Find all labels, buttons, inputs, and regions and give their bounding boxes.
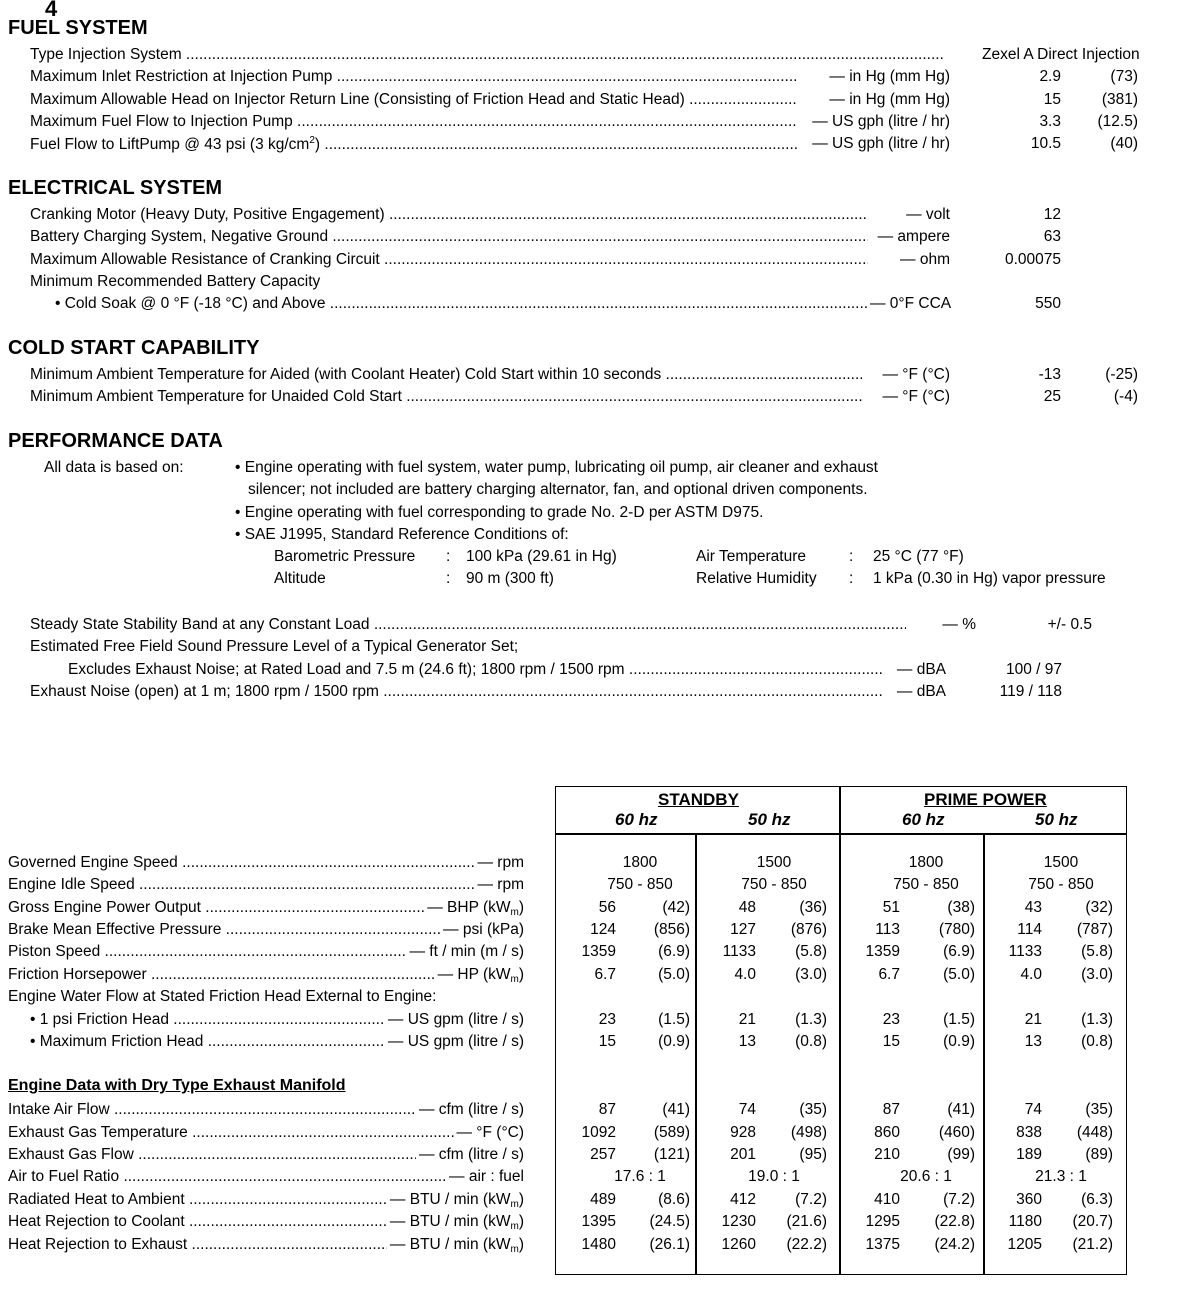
spec-unit: — in Hg (mm Hg)	[798, 68, 950, 86]
table-cell: 201	[730, 1146, 756, 1163]
table-cell-metric: (1.5)	[943, 1011, 975, 1028]
spec-value: 25	[1043, 388, 1061, 405]
stability-band-row: Steady State Stability Band at any Constant Load ..... — % +/- 0.5	[30, 616, 1070, 638]
table-cell: 56	[598, 899, 616, 916]
table-row-label: Heat Rejection to Exhaust — BTU / $\min (kW_m)$ .....	[8, 1236, 524, 1258]
table-cell: 257	[590, 1146, 616, 1163]
barometric-pressure-label: Barometric Pressure	[274, 548, 416, 565]
sound-pressure-label: Estimated Free Field Sound Pressure Level of a Typical Generator Set;	[30, 638, 519, 655]
table-cell: 124	[590, 921, 616, 938]
table-row-label: Heat Rejection to Coolant — BTU / $\min (kW_m)$ .....	[8, 1213, 524, 1235]
table-cell-metric: (7.2)	[795, 1191, 827, 1208]
spec-row	[55, 295, 1180, 317]
table-cell-metric: (1.3)	[1081, 1011, 1113, 1028]
colon: :	[849, 548, 854, 565]
table-row-unit: — ft / min (m / s)	[406, 943, 524, 961]
bullet-engine-operating: • Engine operating with fuel system, water pump, lubricating oil pump, air cleaner and exhaust	[235, 459, 878, 476]
spec-unit: — US gph (litre / hr)	[798, 135, 950, 153]
table-cell-metric: (42)	[662, 899, 690, 916]
table-row-unit: — BTU / $\min (kW_m)$	[387, 1191, 524, 1210]
table-cell-metric: (8.6)	[658, 1191, 690, 1208]
electrical-system-heading: ELECTRICAL SYSTEM	[8, 177, 223, 199]
spec-label: Minimum Ambient Temperature for Unaided Cold Start .....	[30, 388, 864, 406]
spec-value: 2.9	[1039, 68, 1061, 85]
standby-60hz-header: 60 hz	[615, 810, 658, 829]
table-cell: 750 - 850	[741, 876, 807, 893]
table-cell: 1359	[865, 943, 900, 960]
table-row-label: • 1 psi Friction Head — US gpm (litre / s) .....	[30, 1011, 524, 1033]
spec-unit: — in Hg (mm Hg)	[798, 91, 950, 109]
table-row-unit: — HP $(kW_m)$	[435, 966, 524, 985]
table-row-label: Brake Mean Effective Pressure — psi (kPa) .....	[8, 921, 524, 943]
table-row-unit: — °F (°C)	[454, 1124, 525, 1142]
spec-row	[30, 228, 1160, 250]
table-cell: 43	[1024, 899, 1042, 916]
table-cell-metric: (460)	[938, 1124, 975, 1141]
spec-value: -13	[1038, 366, 1061, 383]
table-cell-metric: (24.5)	[649, 1213, 690, 1230]
table-cell-metric: (21.6)	[786, 1213, 827, 1230]
spec-label: Maximum Allowable Head on Injector Return Line (Consisting of Friction Head and Static Head) .....	[30, 91, 800, 109]
altitude-value: 90 m (300 ft)	[466, 570, 554, 587]
spec-row	[30, 68, 1160, 90]
table-cell: 6.7	[594, 966, 616, 983]
table-cell-metric: (35)	[1085, 1101, 1113, 1118]
table-cell: 21	[738, 1011, 756, 1028]
spec-value: Zexel A Direct Injection	[982, 46, 1140, 63]
spec-value: 63	[1043, 228, 1061, 245]
table-cell-metric: (36)	[799, 899, 827, 916]
relative-humidity-value: 1 kPa (0.30 in Hg) vapor pressure	[873, 570, 1106, 587]
table-cell: 1500	[1043, 854, 1079, 871]
table-cell-metric: (99)	[947, 1146, 975, 1163]
table-row-unit: — BTU / $\min (kW_m)$	[387, 1236, 524, 1255]
table-cell: 360	[1016, 1191, 1042, 1208]
table-cell-metric: (3.0)	[1081, 966, 1113, 983]
table-cell: 1500	[756, 854, 792, 871]
table-cell-metric: (24.2)	[934, 1236, 975, 1253]
table-cell: 114	[1017, 921, 1042, 938]
table-row-label: Friction Horsepower — HP $(kW_m)$ .....	[8, 966, 524, 988]
table-cell: 87	[882, 1101, 900, 1118]
table-cell: 1395	[581, 1213, 616, 1230]
spec-label: Type Injection System .....	[30, 46, 945, 64]
table-cell-metric: (38)	[947, 899, 975, 916]
spec-unit: — volt	[868, 206, 950, 224]
standby-header: STANDBY	[658, 790, 739, 809]
table-row-unit: — BHP $(kW_m)$	[424, 899, 524, 918]
cold-start-heading: COLD START CAPABILITY	[8, 337, 260, 359]
table-cell-metric: (856)	[653, 921, 690, 938]
table-cell: 1295	[865, 1213, 900, 1230]
table-cell: 1205	[1007, 1236, 1042, 1253]
spec-value-metric: (381)	[1101, 91, 1138, 108]
spec-label: Fuel Flow to LiftPump @ 43 psi (3 $kg/cm^2$) .....	[30, 135, 800, 154]
table-cell: 13	[738, 1033, 756, 1050]
table-cell-metric: (95)	[799, 1146, 827, 1163]
table-cell-metric: (22.8)	[934, 1213, 975, 1230]
spec-value-metric: (40)	[1110, 135, 1138, 152]
table-cell-metric: (22.2)	[786, 1236, 827, 1253]
table-cell: 19.0 : 1	[748, 1168, 800, 1185]
table-cell-metric: (21.2)	[1072, 1236, 1113, 1253]
spec-unit: — °F (°C)	[862, 388, 950, 406]
table-cell: 410	[874, 1191, 900, 1208]
table-cell: 838	[1016, 1124, 1042, 1141]
table-cell-metric: (6.3)	[1081, 1191, 1113, 1208]
table-cell: 489	[590, 1191, 616, 1208]
table-row-label: Radiated Heat to Ambient — BTU / $\min (kW_m)$ .....	[8, 1191, 524, 1213]
spec-row	[30, 46, 1160, 68]
spec-label: Cranking Motor (Heavy Duty, Positive Engagement) .....	[30, 206, 870, 224]
spec-value: 12	[1043, 206, 1061, 223]
spec-unit: — ohm	[868, 251, 950, 269]
prime-50hz-header: 50 hz	[1035, 810, 1078, 829]
table-cell: 13	[1024, 1033, 1042, 1050]
spec-row	[30, 135, 1160, 157]
table-cell-metric: (0.8)	[795, 1033, 827, 1050]
table-cell: 750 - 850	[893, 876, 959, 893]
spec-label: Maximum Inlet Restriction at Injection Pump .....	[30, 68, 800, 86]
spec-unit: — ampere	[868, 228, 950, 246]
table-row-unit: — rpm	[475, 876, 525, 894]
spec-unit: — 0°F CCA	[870, 295, 952, 312]
table-cell-metric: (5.8)	[1081, 943, 1113, 960]
table-cell-metric: (780)	[938, 921, 975, 938]
spec-unit: — US gph (litre / hr)	[798, 113, 950, 131]
spec-value: 10.5	[1030, 135, 1061, 152]
table-cell: 1359	[581, 943, 616, 960]
table-cell: 74	[1024, 1101, 1042, 1118]
table-cell: 1800	[908, 854, 944, 871]
spec-value-metric: (12.5)	[1097, 113, 1138, 130]
standby-50hz-header: 50 hz	[748, 810, 791, 829]
excludes-exhaust-noise-row: Excludes Exhaust Noise; at Rated Load and 7.5 m (24.6 ft); 1800 rpm / 1500 rpm ..... — dBA 100 / 97	[68, 661, 1068, 683]
table-cell: 1133	[1008, 943, 1042, 960]
spec-value: 3.3	[1039, 113, 1061, 130]
water-flow-heading: Engine Water Flow at Stated Friction Head External to Engine:	[8, 988, 437, 1005]
table-cell-metric: (41)	[662, 1101, 690, 1118]
table-cell: 1260	[721, 1236, 756, 1253]
table-cell-metric: (1.5)	[658, 1011, 690, 1028]
table-cell: 1375	[865, 1236, 900, 1253]
table-cell-metric: (20.7)	[1072, 1213, 1113, 1230]
table-cell: 48	[738, 899, 756, 916]
table-cell-metric: (0.9)	[943, 1033, 975, 1050]
table-cell: 23	[598, 1011, 616, 1028]
table-row-label: Gross Engine Power Output — BHP $(kW_m)$ .....	[8, 899, 524, 921]
table-cell: 928	[730, 1124, 756, 1141]
table-cell: 4.0	[1020, 966, 1042, 983]
table-cell: 1180	[1008, 1213, 1042, 1230]
table-row-label: Intake Air Flow — cfm (litre / s) .....	[8, 1101, 524, 1123]
table-cell-metric: (876)	[790, 921, 827, 938]
table-cell: 1800	[622, 854, 658, 871]
bullet-fuel-grade: • Engine operating with fuel corresponding to grade No. 2-D per ASTM D975.	[235, 504, 764, 521]
table-cell: 23	[882, 1011, 900, 1028]
table-cell-metric: (41)	[947, 1101, 975, 1118]
table-cell: 750 - 850	[607, 876, 673, 893]
table-cell-metric: (3.0)	[795, 966, 827, 983]
spec-value: 15	[1043, 91, 1061, 108]
table-cell-metric: (26.1)	[649, 1236, 690, 1253]
table-row-unit: — air : fuel	[446, 1168, 524, 1186]
table-cell-metric: (89)	[1085, 1146, 1113, 1163]
spec-value-metric: (-25)	[1105, 366, 1138, 383]
table-row-unit: — rpm	[475, 854, 525, 872]
table-cell: 750 - 850	[1028, 876, 1094, 893]
barometric-pressure-value: 100 kPa (29.61 in Hg)	[466, 548, 617, 565]
altitude-label: Altitude	[274, 570, 326, 587]
exhaust-noise-row: Exhaust Noise (open) at 1 m; 1800 rpm / 1500 rpm ..... — dBA 119 / 118	[30, 683, 1070, 705]
table-row-label: Piston Speed — ft / min (m / s) .....	[8, 943, 524, 965]
table-cell: 6.7	[878, 966, 900, 983]
table-row-label: Air to Fuel Ratio — air : fuel .....	[8, 1168, 524, 1190]
table-cell: 1133	[722, 943, 756, 960]
spec-row	[30, 206, 1160, 228]
prime-60hz-header: 60 hz	[902, 810, 945, 829]
spec-value-metric: (73)	[1110, 68, 1138, 85]
table-cell-metric: (448)	[1076, 1124, 1113, 1141]
spec-label: Maximum Allowable Resistance of Cranking Circuit .....	[30, 251, 870, 269]
table-row-unit: — US gpm (litre / s)	[385, 1033, 524, 1051]
colon: :	[446, 548, 451, 565]
table-row-label: Governed Engine Speed — rpm .....	[8, 854, 524, 876]
table-cell: 1480	[581, 1236, 616, 1253]
dry-exhaust-manifold-heading: Engine Data with Dry Type Exhaust Manifold	[8, 1077, 346, 1094]
table-cell: 860	[874, 1124, 900, 1141]
table-cell: 20.6 : 1	[900, 1168, 952, 1185]
table-cell: 113	[875, 921, 900, 938]
table-row-unit: — cfm (litre / s)	[416, 1146, 524, 1164]
table-cell-metric: (5.0)	[658, 966, 690, 983]
bullet-sae-conditions: • SAE J1995, Standard Reference Conditions of:	[235, 526, 569, 543]
table-cell: 127	[730, 921, 756, 938]
table-cell-metric: (6.9)	[943, 943, 975, 960]
based-on-label: All data is based on:	[44, 459, 184, 476]
table-cell-metric: (498)	[790, 1124, 827, 1141]
table-row-label: • Maximum Friction Head — US gpm (litre / s) .....	[30, 1033, 524, 1055]
spec-label: • Cold Soak @ 0 °F (-18 °C) and Above .....	[55, 295, 870, 313]
table-row-label: Exhaust Gas Temperature — °F (°C) .....	[8, 1124, 524, 1146]
table-cell-metric: (787)	[1076, 921, 1113, 938]
table-cell: 51	[882, 899, 900, 916]
table-cell: 1230	[721, 1213, 756, 1230]
table-cell-metric: (35)	[799, 1101, 827, 1118]
table-row-unit: — cfm (litre / s)	[416, 1101, 524, 1119]
table-cell: 17.6 : 1	[614, 1168, 666, 1185]
spec-label: Minimum Ambient Temperature for Aided (with Coolant Heater) Cold Start within 10 seconds .....	[30, 366, 864, 384]
colon: :	[849, 570, 854, 587]
table-cell-metric: (589)	[653, 1124, 690, 1141]
spec-value-metric: (-4)	[1113, 388, 1138, 405]
table-cell-metric: (6.9)	[658, 943, 690, 960]
spec-row	[30, 91, 1160, 113]
table-row-unit: — psi (kPa)	[440, 921, 524, 939]
table-cell: 412	[730, 1191, 756, 1208]
spec-label: Minimum Recommended Battery Capacity	[30, 273, 321, 290]
relative-humidity-label: Relative Humidity	[696, 570, 817, 587]
table-cell-metric: (121)	[653, 1146, 690, 1163]
spec-row	[30, 251, 1160, 273]
table-cell-metric: (5.8)	[795, 943, 827, 960]
spec-label: Maximum Fuel Flow to Injection Pump .....	[30, 113, 800, 131]
spec-row	[30, 366, 1160, 388]
table-cell: 15	[882, 1033, 900, 1050]
air-temperature-value: 25 °C (77 °F)	[873, 548, 964, 565]
table-cell-metric: (7.2)	[943, 1191, 975, 1208]
table-cell: 87	[598, 1101, 616, 1118]
table-cell: 4.0	[734, 966, 756, 983]
page-number: 4	[45, 0, 58, 21]
spec-value: 550	[1035, 295, 1061, 312]
table-row-unit: — US gpm (litre / s)	[385, 1011, 524, 1029]
prime-power-header: PRIME POWER	[924, 790, 1047, 809]
performance-data-heading: PERFORMANCE DATA	[8, 430, 223, 452]
colon: :	[446, 570, 451, 587]
table-row-label: Engine Idle Speed — rpm .....	[8, 876, 524, 898]
table-cell-metric: (0.8)	[1081, 1033, 1113, 1050]
air-temperature-label: Air Temperature	[696, 548, 806, 565]
table-cell: 210	[874, 1146, 900, 1163]
spec-unit: — °F (°C)	[862, 366, 950, 384]
table-cell: 74	[738, 1101, 756, 1118]
spec-row	[30, 273, 1160, 295]
table-cell: 15	[598, 1033, 616, 1050]
table-divider	[555, 833, 1127, 835]
table-cell-metric: (5.0)	[943, 966, 975, 983]
spec-row	[30, 388, 1160, 410]
spec-label: Battery Charging System, Negative Ground .....	[30, 228, 870, 246]
table-cell-metric: (1.3)	[795, 1011, 827, 1028]
fuel-system-heading: FUEL SYSTEM	[8, 17, 148, 39]
table-cell-metric: (32)	[1085, 899, 1113, 916]
spec-row	[30, 113, 1160, 135]
table-cell-metric: (0.9)	[658, 1033, 690, 1050]
table-cell: 189	[1016, 1146, 1042, 1163]
table-cell: 1092	[581, 1124, 616, 1141]
spec-value: 0.00075	[1004, 251, 1061, 268]
table-cell: 21	[1024, 1011, 1042, 1028]
bullet-engine-operating-cont: silencer; not included are battery charging alternator, fan, and optional driven components.	[248, 481, 868, 498]
table-row-unit: — BTU / $\min (kW_m)$	[387, 1213, 524, 1232]
table-row-label: Exhaust Gas Flow — cfm (litre / s) .....	[8, 1146, 524, 1168]
table-cell: 21.3 : 1	[1035, 1168, 1087, 1185]
